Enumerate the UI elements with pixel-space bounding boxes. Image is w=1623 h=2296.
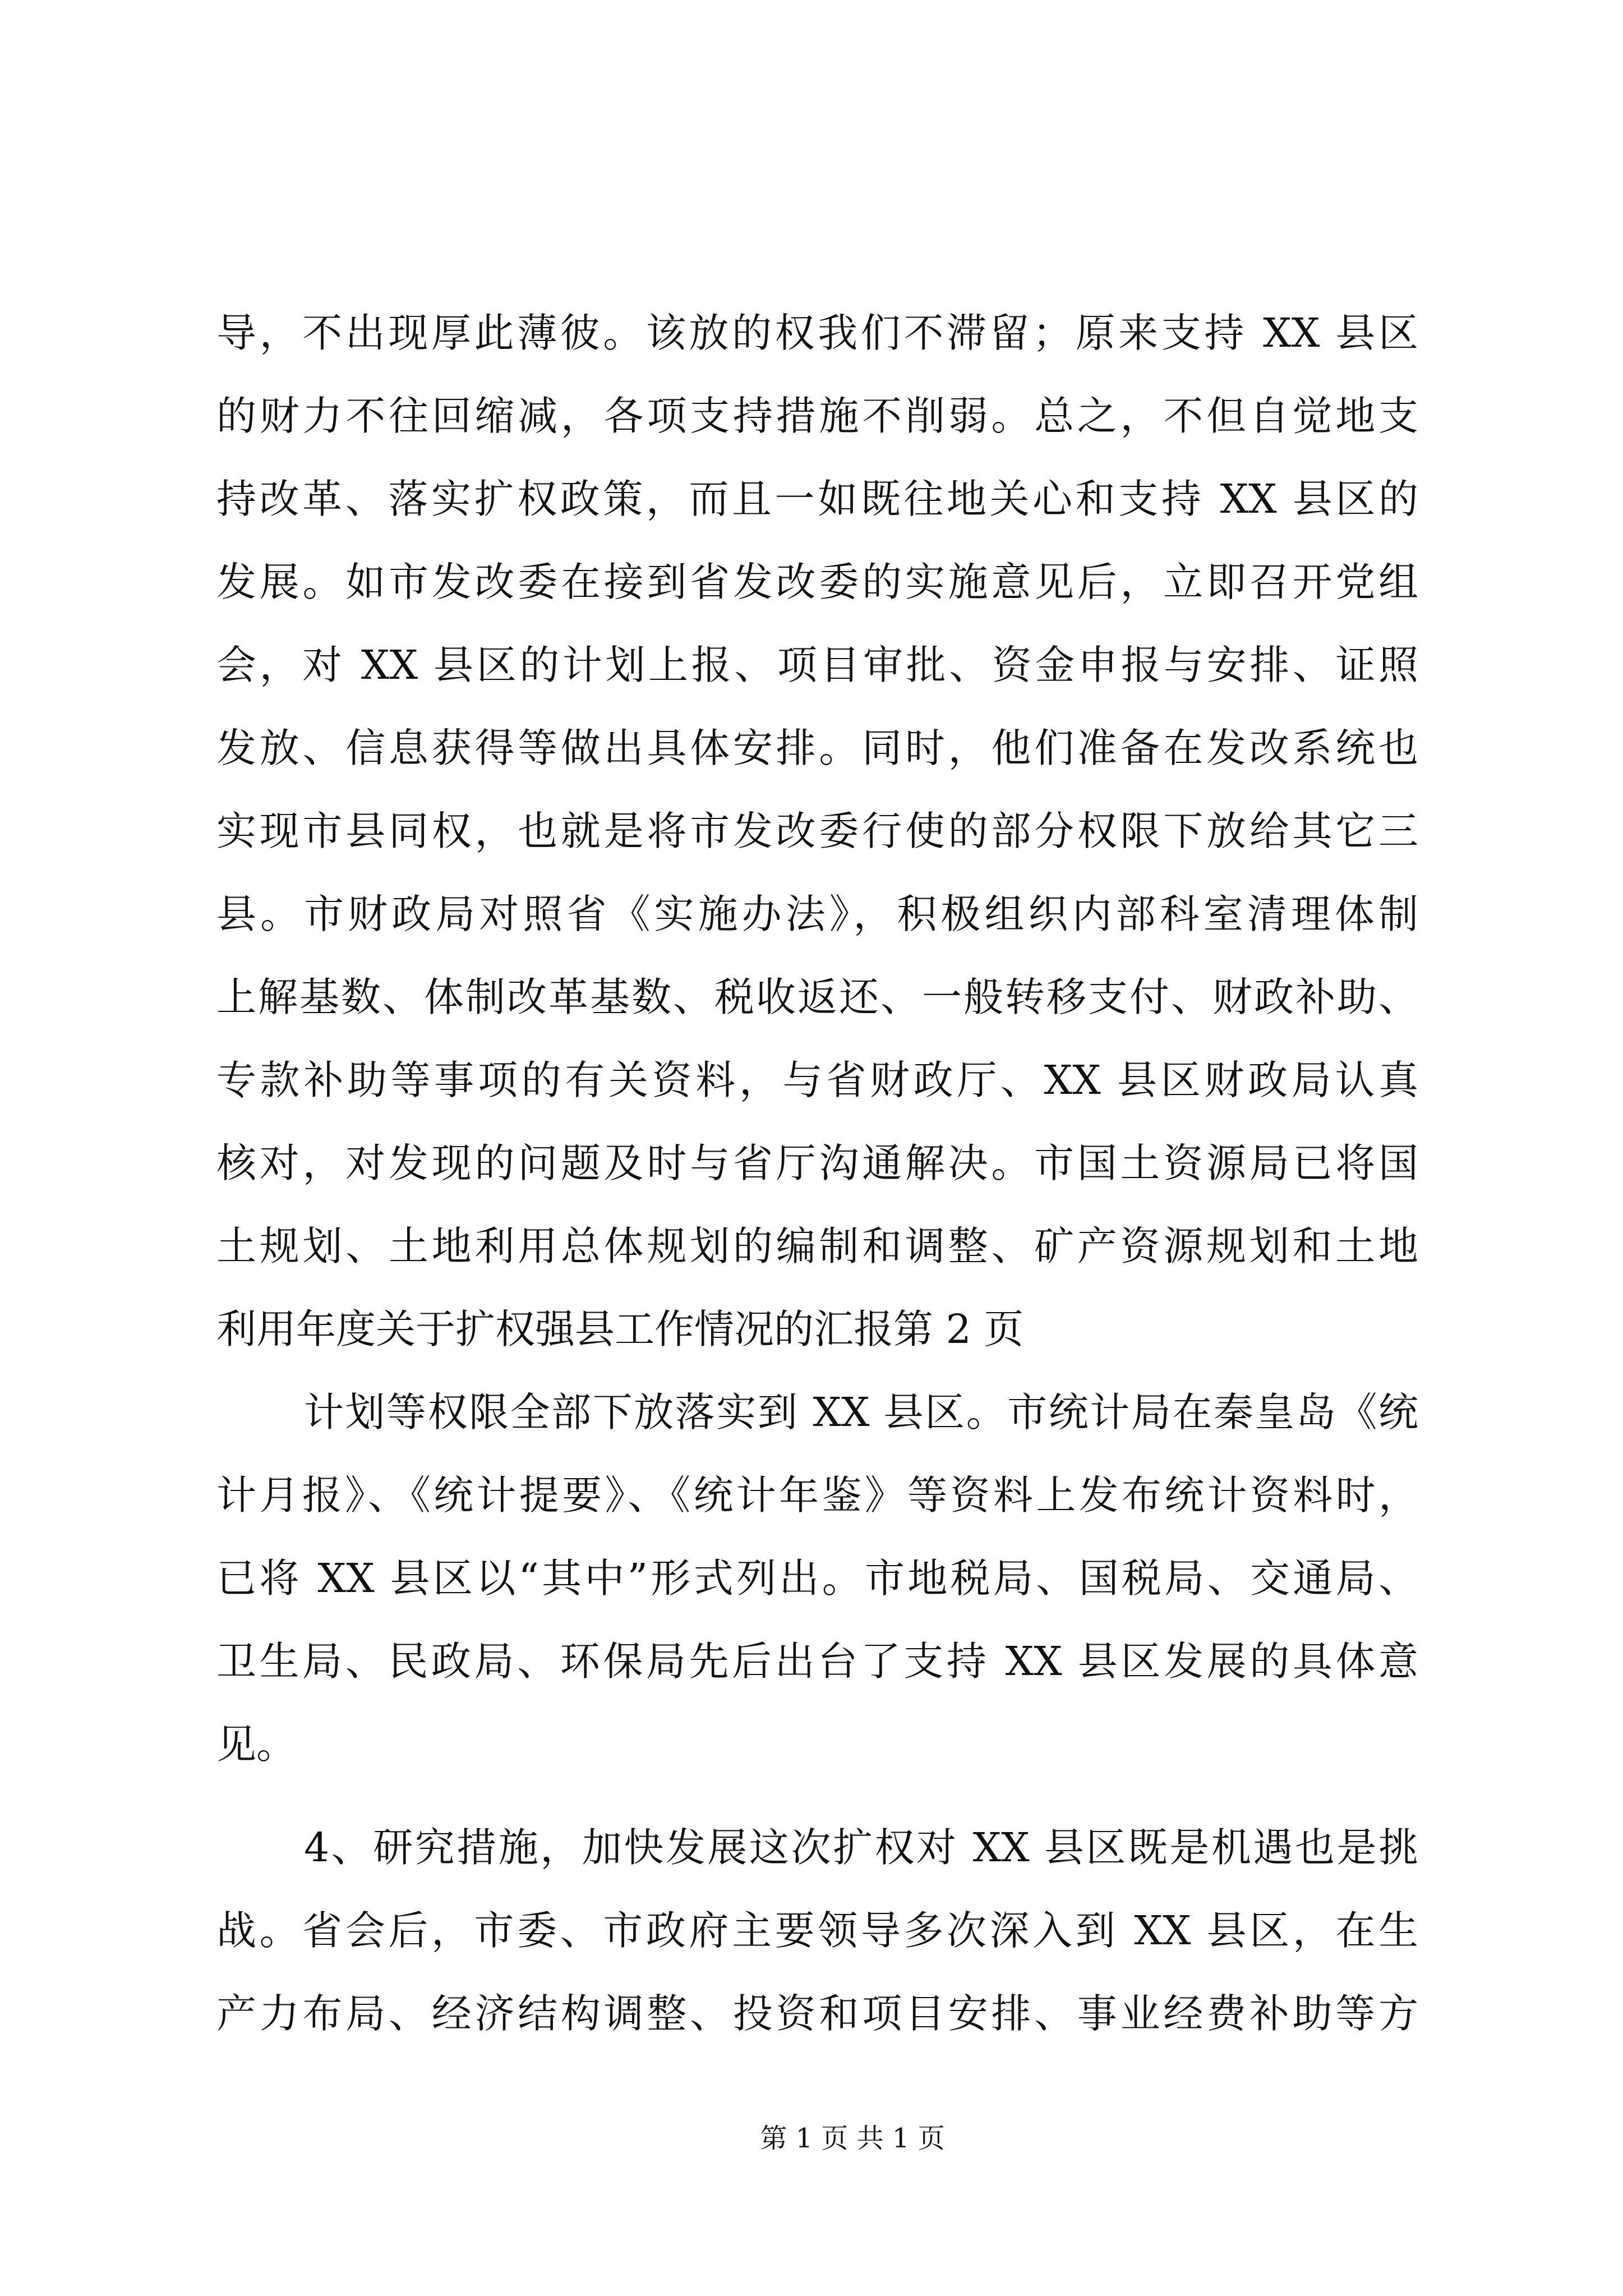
text-line: 发展。如市发改委在接到省发改委的实施意见后，立即召开党组 [216,559,1418,605]
text-line: 卫生局、民政局、环保局先后出台了支持 XX 县区发展的具体意 [216,1638,1418,1685]
text-line: 利用年度关于扩权强县工作情况的汇报第 2 页 [216,1306,1024,1352]
paragraph [216,292,1418,1371]
text-line: 已将 XX 县区以“其中”形式列出。市地税局、国税局、交通局、 [216,1555,1418,1602]
text-line: 会，对 XX 县区的计划上报、项目审批、资金申报与安排、证照 [216,642,1418,688]
body-text [216,292,1418,2055]
paragraph [216,1371,1418,1786]
page-footer [667,2122,1038,2155]
text-line: 战。省会后，市委、市政府主要领导多次深入到 XX 县区，在生 [216,1907,1418,1954]
text-line: 上解基数、体制改革基数、税收返还、一般转移支付、财政补助、 [216,974,1418,1020]
text-line: 发放、信息获得等做出具体安排。同时，他们准备在发改系统也 [216,725,1418,771]
text-line: 计划等权限全部下放落实到 XX 县区。市统计局在秦皇岛《统 [304,1389,1418,1435]
text-line: 核对，对发现的问题及时与省厅沟通解决。市国土资源局已将国 [216,1140,1418,1186]
text-line: 产力布局、经济结构调整、投资和项目安排、事业经费补助等方 [216,1990,1418,2037]
text-line: 持改革、落实扩权政策，而且一如既往地关心和支持 XX 县区的 [216,476,1418,522]
text-line: 见。 [216,1721,297,1768]
paragraph [216,1806,1418,2055]
text-line: 专款补助等事项的有关资料，与省财政厅、XX 县区财政局认真 [216,1057,1418,1103]
text-line: 县。市财政局对照省《实施办法》，积极组织内部科室清理体制 [216,891,1418,937]
page-number-label: 第 1 页 共 1 页 [760,2123,945,2154]
text-line: 实现市县同权，也就是将市发改委行使的部分权限下放给其它三 [216,808,1418,854]
text-line: 土规划、土地利用总体规划的编制和调整、矿产资源规划和土地 [216,1223,1418,1269]
text-line: 的财力不往回缩减，各项支持措施不削弱。总之，不但自觉地支 [216,393,1418,439]
text-line: 导，不出现厚此薄彼。该放的权我们不滞留；原来支持 XX 县区 [216,310,1418,356]
text-line: 计月报》、《统计提要》、《统计年鉴》等资料上发布统计资料时， [216,1472,1418,1519]
text-line: 4、研究措施，加快发展这次扩权对 XX 县区既是机遇也是挑 [304,1824,1418,1871]
